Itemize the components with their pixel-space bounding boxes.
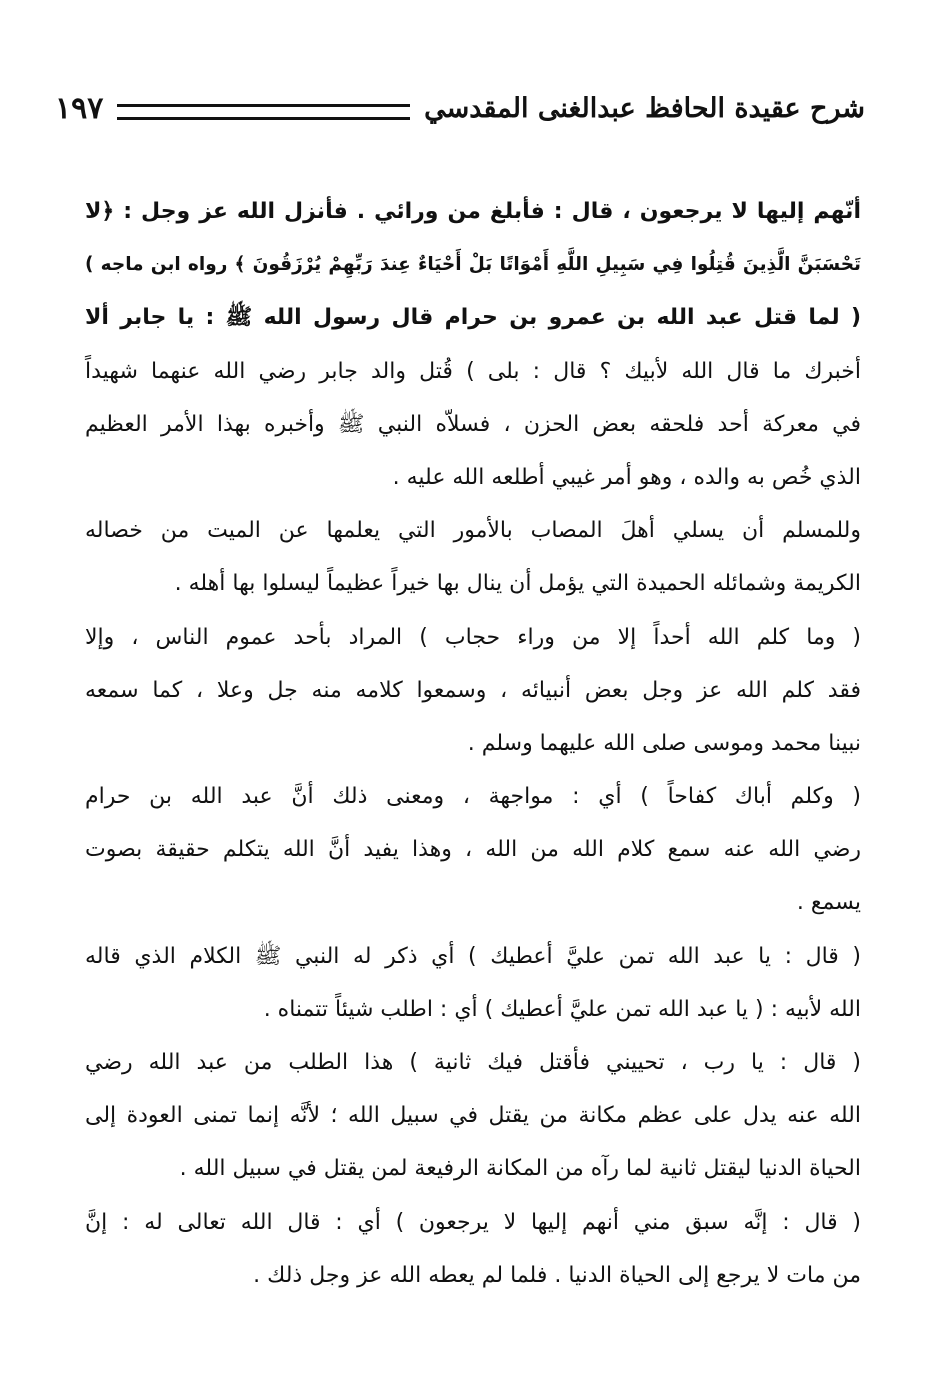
text-line: فقد كلم الله عز وجل بعض أنبيائه ، وسمعوا كلامه منه جل وعلا ، كما سمعه [85, 677, 861, 703]
text-line: رضي الله عنه سمع كلام الله من الله ، وهذا يفيد أنَّ الله يتكلم حقيقة بصوت [85, 837, 861, 863]
text-line: الله عنه يدل على عظم مكانة من يقتل في سبيل الله ؛ لأنَّه إنما تمنى العودة إلى [85, 1103, 861, 1129]
text-line: ( وكلم أباك كفاحاً ) أي : مواجهة ، ومعنى ذلك أنَّ عبد الله بن حرام [85, 784, 861, 810]
text-line: ( قال : يا رب ، تحييني فأقتل فيك ثانية ) هذا الطلب من عبد الله رضي [85, 1050, 861, 1075]
text-line: من مات لا يرجع إلى الحياة الدنيا . فلما لم يعطه الله عز وجل ذلك . [253, 1262, 861, 1288]
page-number: ١٩٧ [55, 90, 104, 126]
text-line: تَحْسَبَنَّ الَّذِينَ قُتِلُوا فِي سَبِيلِ اللَّهِ أَمْوَاتًا بَلْ أَحْيَاءٌ عِندَ رَبِّهِمْ يُرْزَقُونَ ﴾ رواه ابن ماجه ) [85, 254, 861, 276]
text-line: ( لما قتل عبد الله بن عمرو بن حرام قال رسول الله ﷺ : يا جابر ألا [85, 305, 861, 331]
text-line: وللمسلم أن يسلي أهلَ المصاب بالأمور التي يعلمها عن الميت من خصاله [85, 518, 861, 544]
text-line: ( قال : إنَّه سبق مني أنهم إليها لا يرجعون ) أي : قال الله تعالى له : إنَّ [85, 1209, 861, 1235]
header-rule [117, 104, 410, 120]
text-line: الحياة الدنيا ليقتل ثانية لما رآه من المكانة الرفيعة لمن يقتل في سبيل الله . [179, 1156, 861, 1182]
running-title: شرح عقيدة الحافظ عبدالغنى المقدسي [424, 92, 865, 124]
text-line: أنّهم إليها لا يرجعون ، قال : فأبلغ من ورائي . فأنزل الله عز وجل : ﴿لا [85, 199, 861, 224]
page-body [85, 185, 861, 1302]
page-header [55, 78, 865, 138]
text-line: يسمع . [796, 890, 861, 916]
text-line: الله لأبيه : ( يا عبد الله تمن عليَّ أعطيك ) أي : اطلب شيئاً تتمناه . [263, 996, 861, 1022]
text-line: نبينا محمد وموسى صلى الله عليهما وسلم . [467, 730, 861, 756]
text-line: الذي خُص به والده ، وهو أمر غيبي أطلعه الله عليه . [392, 464, 861, 490]
text-line: ( قال : يا عبد الله تمن عليَّ أعطيك ) أي ذكر له النبي ﷺ الكلام الذي قاله [85, 943, 861, 969]
text-line: أخبرك ما قال الله لأبيك ؟ قال : بلى ) قُتل والد جابر رضي الله عنهما شهيداً [85, 358, 861, 384]
text-line: في معركة أحد فلحقه بعض الحزن ، فسلاّه النبي ﷺ وأخبره بهذا الأمر العظيم [85, 411, 861, 437]
text-line: ( وما كلم الله أحداً إلا من وراء حجاب ) المراد بأحد عموم الناس ، وإلا [85, 624, 861, 650]
text-line: الكريمة وشمائله الحميدة التي يؤمل أن ينال بها خيراً عظيماً ليسلوا بها أهله . [174, 571, 861, 597]
